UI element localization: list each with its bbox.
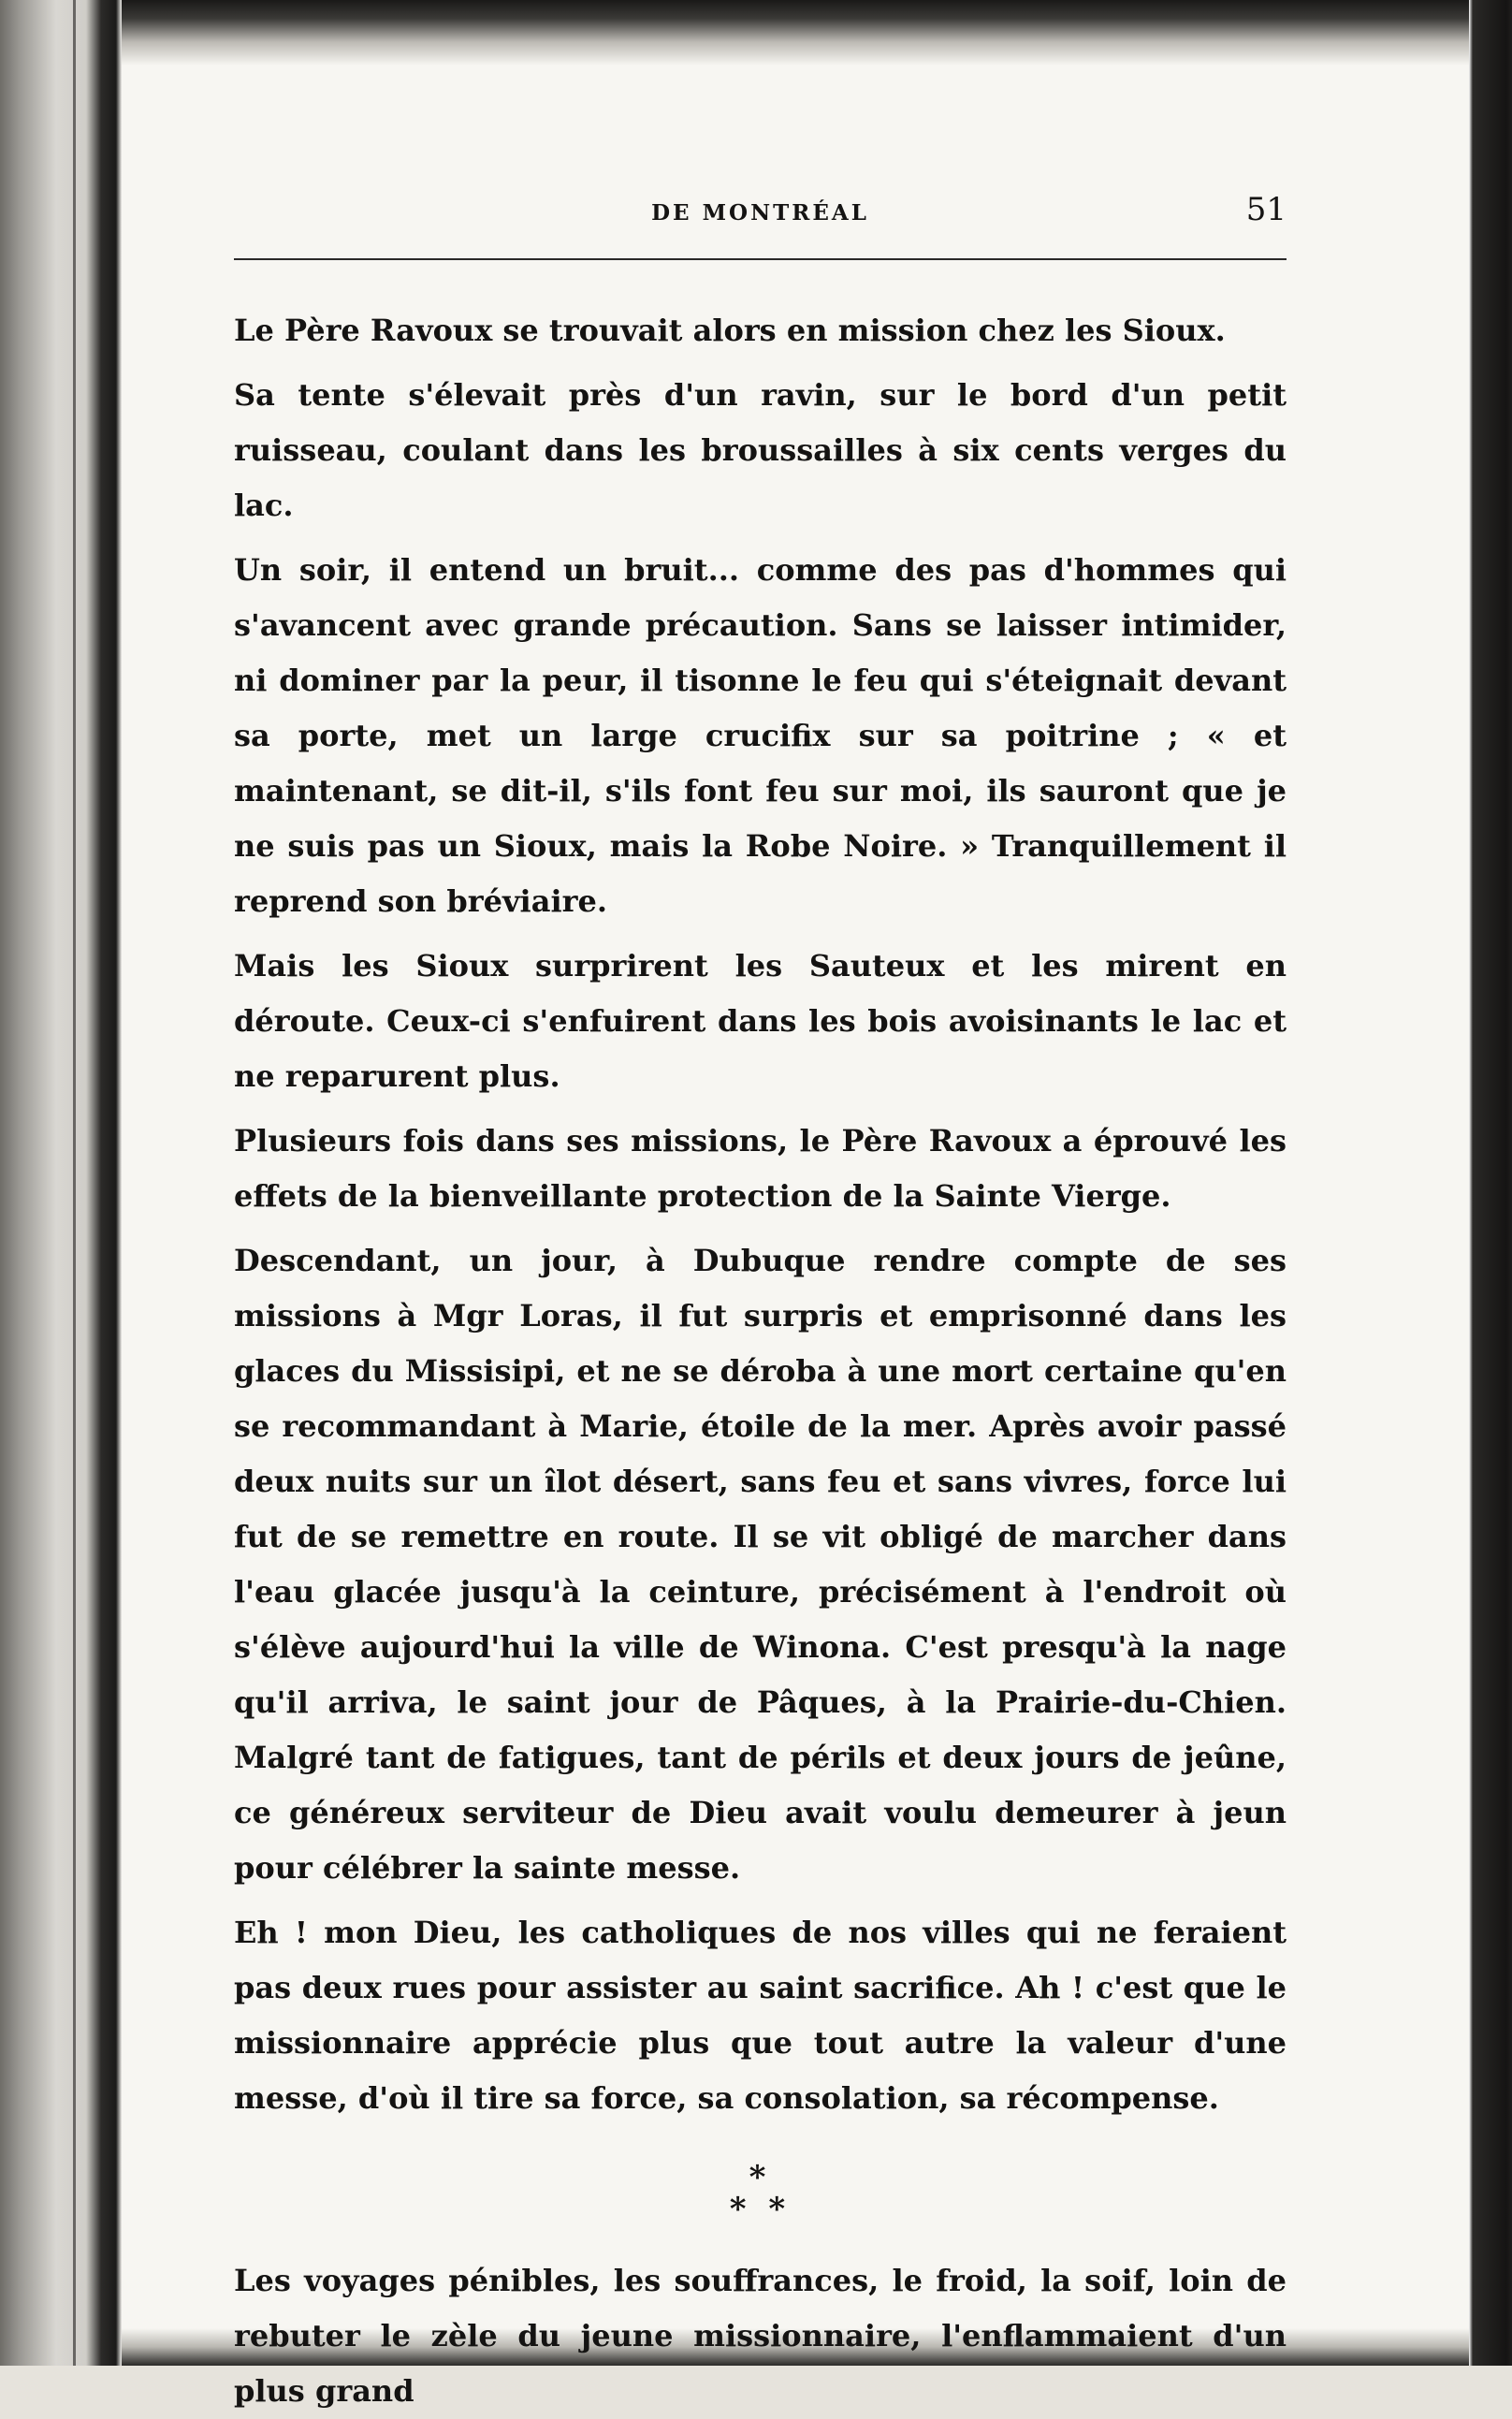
paragraph: Sa tente s'élevait près d'un ravin, sur le bord d'un petit ruisseau, coulant dans les broussailles à six cents verges du lac. (234, 377, 1287, 523)
paragraph: Le Père Ravoux se trouvait alors en mission chez les Sioux. (234, 313, 1226, 348)
section-separator (234, 2159, 1287, 2228)
page-content (234, 187, 1287, 2419)
right-page-edge (1469, 0, 1512, 2366)
paragraph: Descendant, un jour, à Dubuque rendre compte de ses missions à Mgr Loras, il fut surpris et emprisonné dans les glaces du Missisipi, et ne se déroba à une mort certaine qu'en se recommandant à Marie, étoile de la mer. Après avoir passé deux nuits sur un îlot désert, sans feu et sans vivres, force lui fut de se remettre en route. Il se vit obligé de marcher dans l'eau glacée jusqu'à la ceinture, précisément à l'endroit où s'élève aujourd'hui la ville de Winona. C'est presqu'à la nage qu'il arriva, le saint jour de Pâques, à la Prairie-du-Chien. Malgré tant de fatigues, tant de périls et deux jours de jeûne, ce généreux serviteur de Dieu avait voulu demeurer à jeun pour célébrer la sainte messe. (234, 1243, 1287, 1886)
paragraph: Mais les Sioux surprirent les Sauteux et les mirent en déroute. Ceux-ci s'enfuirent dans les bois avoisinants le lac et ne reparurent plus. (234, 948, 1287, 1094)
paragraph: Eh ! mon Dieu, les catholiques de nos villes qui ne feraient pas deux rues pour assister au saint sacrifice. Ah ! c'est que le missionnaire apprécie plus que tout autre la valeur d'une messe, d'où il tire sa force, sa consolation, sa récompense. (234, 1915, 1287, 2116)
body-text (234, 303, 1287, 2419)
page-number: 51 (1245, 191, 1287, 228)
running-title: DE MONTRÉAL (651, 200, 869, 226)
top-page-shadow (122, 0, 1469, 66)
running-head (234, 187, 1287, 240)
separator-top-star: * (749, 2159, 772, 2196)
binding-shadow (0, 0, 122, 2366)
paragraph: Un soir, il entend un bruit... comme des pas d'hommes qui s'avancent avec grande précaution. Sans se laisser intimider, ni dominer par la peur, il tisonne le feu qui s'éteignait devant sa porte, met un large crucifix sur sa poitrine ; « et maintenant, se dit-il, s'ils font feu sur moi, ils sauront que je ne suis pas un Sioux, mais la Robe Noire. » Tranquillement il reprend son bréviaire. (234, 552, 1287, 919)
paragraph: Plusieurs fois dans ses missions, le Père Ravoux a éprouvé les effets de la bienveillante protection de la Sainte Vierge. (234, 1123, 1287, 1214)
header-rule (234, 258, 1287, 260)
separator-bottom-stars: * * (729, 2191, 792, 2228)
binding-line (73, 0, 76, 2366)
closing-paragraph: Les voyages pénibles, les souffrances, le froid, la soif, loin de rebuter le zèle du jeune missionnaire, l'enflammaient d'un plus grand (234, 2263, 1287, 2409)
